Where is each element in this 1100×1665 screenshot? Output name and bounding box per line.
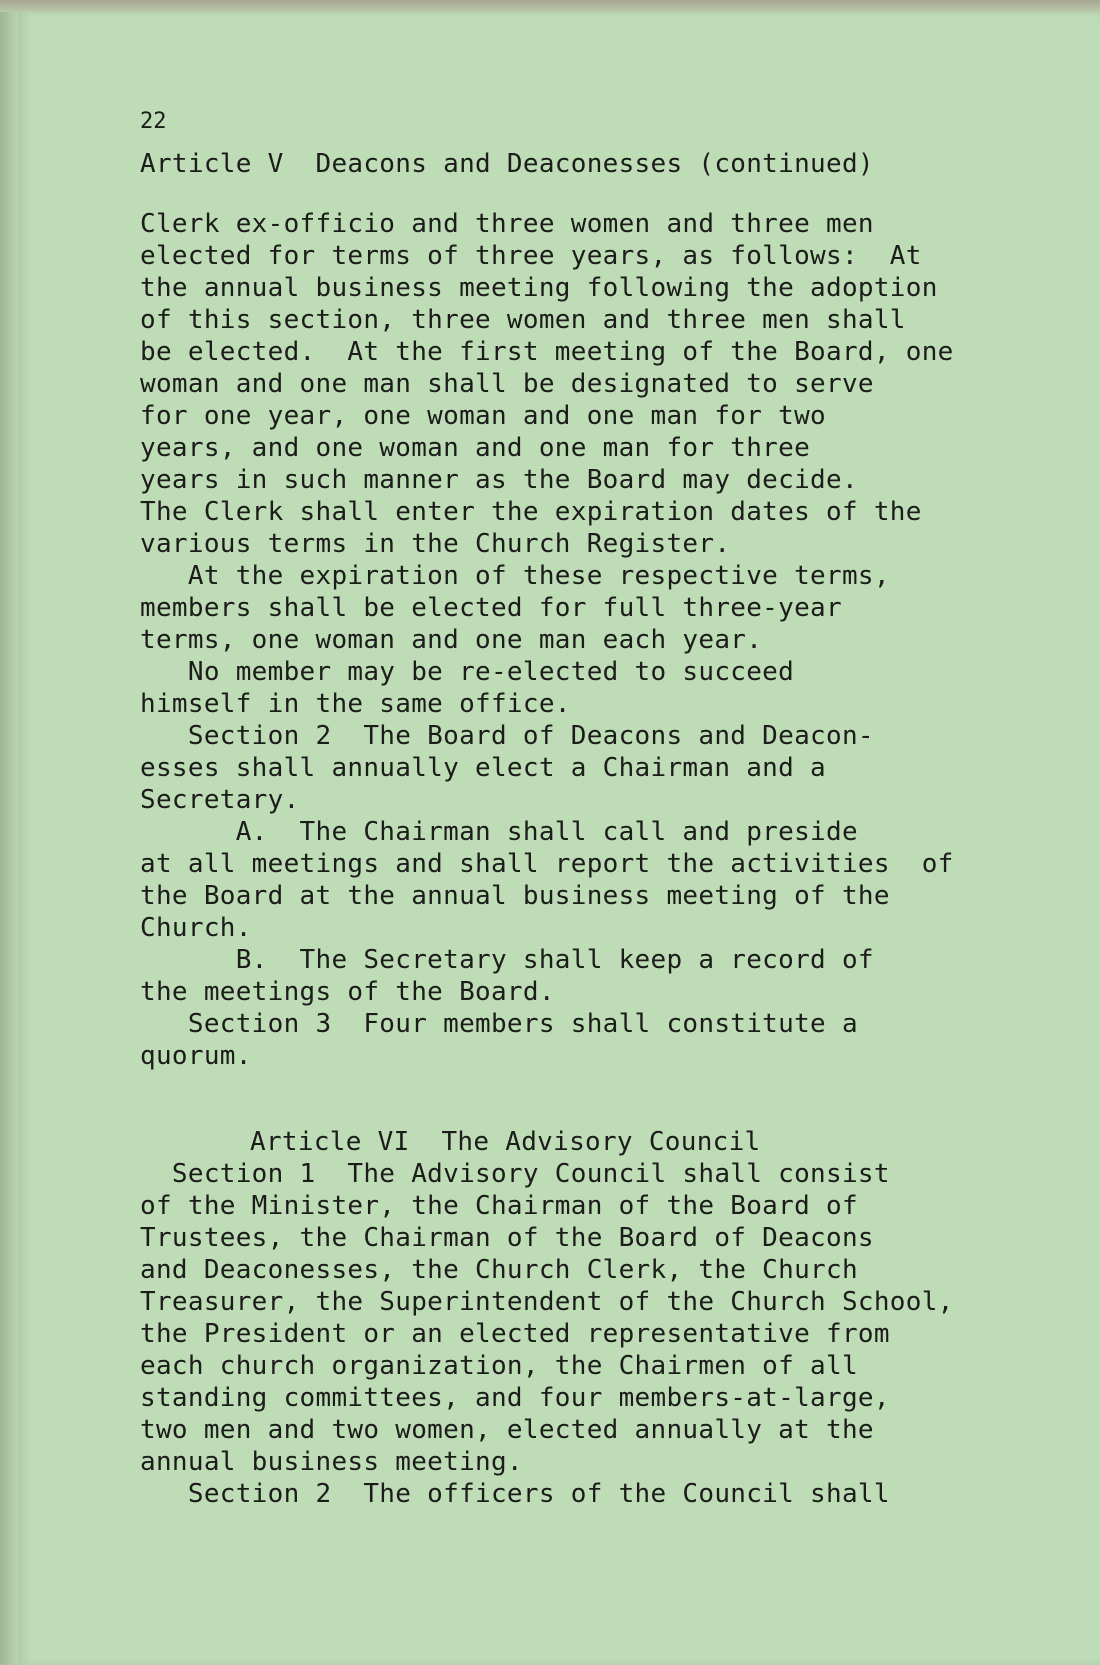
article-v-line: No member may be re-elected to succeed	[140, 657, 795, 687]
article-v-line: the annual business meeting following the adoption	[140, 273, 938, 303]
article-vi-line: of the Minister, the Chairman of the Board of	[140, 1191, 858, 1221]
article-v-line: Church.	[140, 913, 252, 943]
article-v-line: At the expiration of these respective terms,	[140, 561, 890, 591]
article-v-header: Article V Deacons and Deaconesses (continued)	[140, 149, 874, 179]
article-v-line: A. The Chairman shall call and preside	[140, 817, 858, 847]
article-v-line: Section 2 The Board of Deacons and Deacon-	[140, 721, 874, 751]
article-v-line: The Clerk shall enter the expiration dates of the	[140, 497, 922, 527]
article-v-line: the meetings of the Board.	[140, 977, 555, 1007]
article-v-line: Clerk ex-officio and three women and three men	[140, 209, 874, 239]
article-vi-line: standing committees, and four members-at-large,	[140, 1383, 890, 1413]
article-v-line: for one year, one woman and one man for two	[140, 401, 826, 431]
article-vi-line: each church organization, the Chairmen of all	[140, 1351, 858, 1381]
article-v-line: be elected. At the first meeting of the Board, one	[140, 337, 954, 367]
article-v-line: years, and one woman and one man for three	[140, 433, 811, 463]
article-v-line: quorum.	[140, 1041, 252, 1071]
article-vi-line: Trustees, the Chairman of the Board of Deacons	[140, 1223, 874, 1253]
article-v-line: Section 3 Four members shall constitute a	[140, 1009, 858, 1039]
article-vi-line: and Deaconesses, the Church Clerk, the Church	[140, 1255, 858, 1285]
article-vi-line: two men and two women, elected annually at the	[140, 1415, 874, 1445]
article-vi-line: the President or an elected representative from	[140, 1319, 890, 1349]
article-v-line: terms, one woman and one man each year.	[140, 625, 763, 655]
article-v-line: at all meetings and shall report the activities of	[140, 849, 954, 879]
article-vi-line: Section 2 The officers of the Council shall	[140, 1479, 890, 1509]
article-vi-line: Treasurer, the Superintendent of the Church School,	[140, 1287, 954, 1317]
article-v-line: members shall be elected for full three-year	[140, 593, 842, 623]
article-v-line: woman and one man shall be designated to serve	[140, 369, 874, 399]
page-top-edge	[0, 0, 1100, 12]
page-number: 22	[140, 109, 167, 134]
article-v-line: himself in the same office.	[140, 689, 571, 719]
article-vi-line: annual business meeting.	[140, 1447, 523, 1477]
article-vi-line: Section 1 The Advisory Council shall consist	[140, 1159, 890, 1189]
article-v-line: of this section, three women and three men shall	[140, 305, 906, 335]
article-v-line: years in such manner as the Board may decide.	[140, 465, 858, 495]
article-v-line: elected for terms of three years, as follows: At	[140, 241, 922, 271]
article-v-line: esses shall annually elect a Chairman and a	[140, 753, 826, 783]
article-vi-heading: Article VI The Advisory Council	[250, 1127, 761, 1157]
article-v-line: Secretary.	[140, 785, 300, 815]
article-v-line: the Board at the annual business meeting of the	[140, 881, 890, 911]
article-v-line: B. The Secretary shall keep a record of	[140, 945, 874, 975]
article-v-line: various terms in the Church Register.	[140, 529, 731, 559]
